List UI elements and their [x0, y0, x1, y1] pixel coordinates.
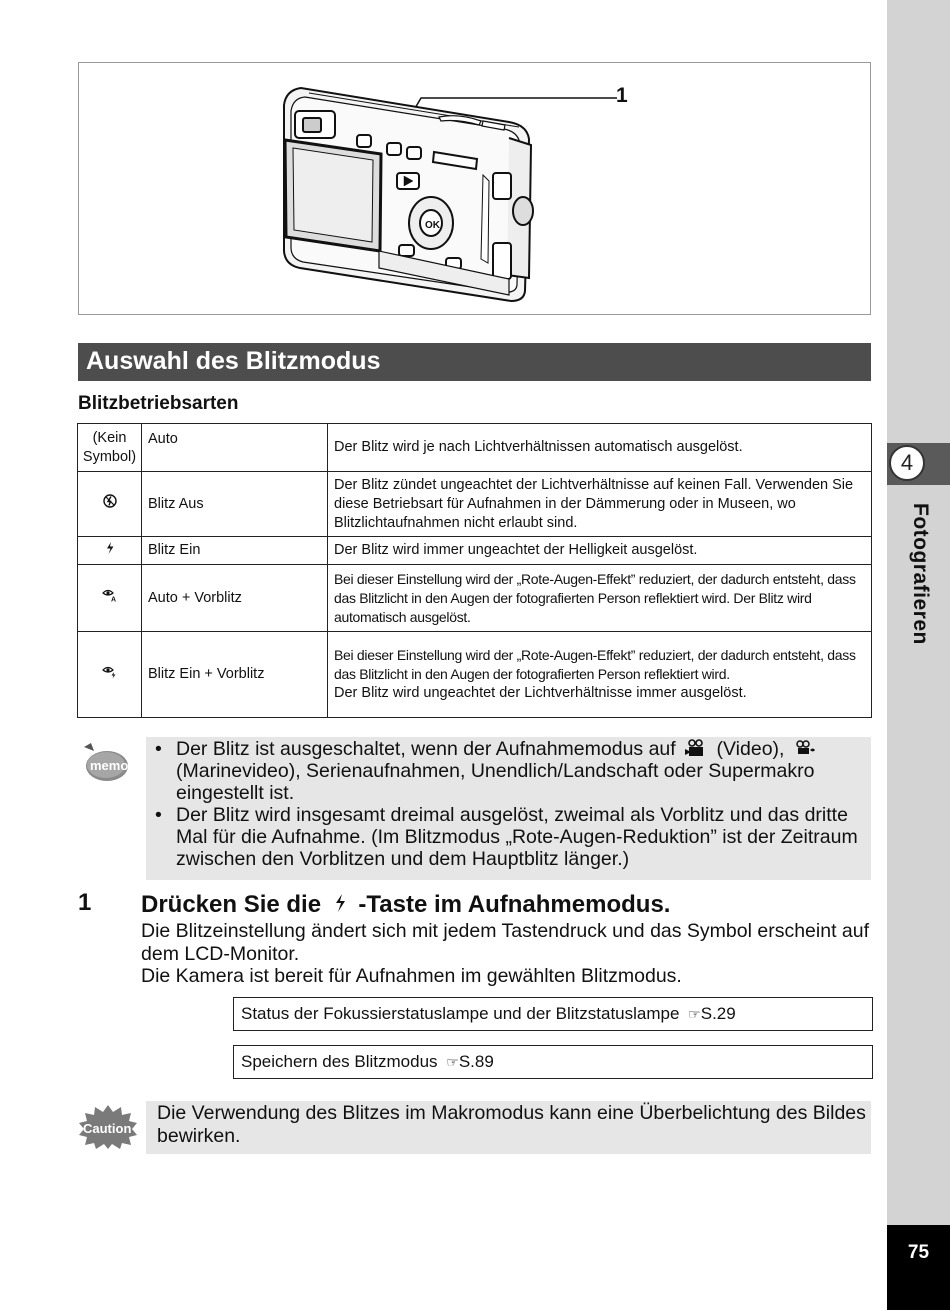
video-mode-icon [685, 739, 707, 757]
mode-name: Auto + Vorblitz [148, 589, 242, 606]
mode-description-cell [328, 472, 872, 537]
chapter-number: 4 [889, 445, 925, 481]
mode-description-cell [328, 565, 872, 632]
reference-text: Status der Fokussierstatuslampe und der Blitzstatuslampe [241, 1004, 680, 1023]
camera-figure [78, 62, 871, 315]
step-text: Die Blitzeinstellung ändert sich mit jedem Tastendruck und das Symbol erscheint auf dem LCD-Monitor. [141, 920, 870, 965]
caution-text: Die Verwendung des Blitzes im Makromodus kann eine Überbelichtung des Bildes bewirken. [157, 1102, 866, 1147]
red-eye-on-icon [102, 665, 118, 679]
mode-description: Der Blitz wird immer ungeachtet der Helligkeit ausgelöst. [334, 542, 698, 558]
mode-name: Blitz Aus [148, 495, 204, 512]
mode-description: Bei dieser Einstellung wird der „Rote-Augen-Effekt” reduziert, der dadurch entsteht, dass das Blitzlicht in den Augen der fotografierten Person reflektiert wird. Der Blitz wird automatisch ausgelöst. [334, 570, 856, 625]
flash-button-icon [330, 892, 350, 914]
chapter-tab [887, 443, 950, 485]
memo-text: Der Blitz ist ausgeschaltet, wenn der Aufnahmemodus auf [176, 738, 676, 760]
svg-text:OK: OK [425, 220, 440, 231]
sub-heading: Blitzbetriebsarten [78, 393, 239, 414]
mode-name-cell [142, 472, 328, 537]
step-number: 1 [78, 889, 92, 916]
chapter-sidebar [887, 0, 950, 1310]
memo-text: Der Blitz wird insgesamt dreimal ausgelöst, zweimal als Vorblitz und das dritte Mal für die Aufnahme. (Im Blitzmodus „Rote-Augen-Reduktion” ist der Zeitraum zwischen den Vorblitzen und dem Hauptblitz länger.) [176, 804, 858, 870]
symbol-cell [78, 537, 142, 565]
memo-icon [80, 741, 130, 785]
flash-off-icon [103, 494, 117, 508]
mode-description-extra: Der Blitz wird ungeachtet der Lichtverhältnisse immer ausgelöst. [334, 685, 747, 701]
memo-item: • Der Blitz ist ausgeschaltet, wenn der Aufnahmemodus auf (Video), (Marinevideo), Serienaufnahmen, Unendlich/Landschaft oder Supermakro eingestellt ist. [155, 738, 815, 804]
flash-on-icon [104, 541, 116, 555]
mode-name: Auto [148, 431, 178, 447]
reference-page[interactable]: S.89 [458, 1052, 494, 1071]
page-number: 75 [887, 1225, 950, 1310]
mode-name-cell [142, 632, 328, 718]
table-row [78, 537, 872, 565]
svg-text:Caution: Caution [83, 1121, 132, 1136]
table-row [78, 472, 872, 537]
memo-item: • Der Blitz wird insgesamt dreimal ausgelöst, zweimal als Vorblitz und das dritte Mal für die Aufnahme. (Im Blitzmodus „Rote-Augen-Reduktion” ist der Zeitraum zwischen den Vorblitzen und dem Hauptblitz länger.) [155, 804, 858, 870]
mode-description-cell [328, 424, 872, 472]
reference-box [233, 1045, 873, 1079]
memo-text: (Video), [716, 738, 785, 760]
mode-description-cell [328, 632, 872, 718]
symbol-cell [78, 632, 142, 718]
symbol-cell [78, 565, 142, 632]
reference-page[interactable]: S.29 [700, 1004, 736, 1023]
underwater-video-icon [794, 739, 816, 757]
camera-back-illustration [79, 63, 872, 316]
caution-icon [78, 1104, 138, 1150]
reference-box [233, 997, 873, 1031]
mode-name: Blitz Ein + Vorblitz [148, 666, 265, 682]
pointing-hand-icon: ☞ [688, 1006, 701, 1022]
chapter-title: Fotografieren [909, 503, 932, 645]
table-row [78, 565, 872, 632]
mode-description: Der Blitz zündet ungeachtet der Lichtverhältnisse auf keinen Fall. Verwenden Sie diese Betriebsart für Aufnahmen in der Dämmerung oder in Museen, wo Blitzlichtaufnahmen nicht erlaubt sind. [334, 476, 854, 531]
mode-name-cell [142, 424, 328, 472]
mode-description: Bei dieser Einstellung wird der „Rote-Augen-Effekt” reduziert, der dadurch entsteht, dass das Blitzlicht in den Augen der fotografierten Person reflektiert wird. [334, 647, 856, 682]
flash-mode-table [77, 423, 872, 718]
symbol-cell [78, 472, 142, 537]
red-eye-auto-icon [102, 588, 118, 602]
mode-description: Der Blitz wird je nach Lichtverhältnissen automatisch ausgelöst. [334, 439, 743, 455]
svg-text:memo: memo [90, 758, 129, 773]
step-body [141, 920, 881, 988]
mode-name-cell [142, 565, 328, 632]
pointing-hand-icon: ☞ [446, 1054, 459, 1070]
mode-name-cell [142, 537, 328, 565]
callout-number: 1 [616, 84, 628, 107]
mode-name: Blitz Ein [148, 542, 201, 558]
symbol-cell [78, 424, 142, 472]
section-title: Auswahl des Blitzmodus [86, 347, 381, 375]
table-row [78, 632, 872, 718]
memo-text: (Marinevideo), Serienaufnahmen, Unendlich/Landschaft oder Supermakro eingestellt ist. [176, 760, 815, 804]
step-text: Die Kamera ist bereit für Aufnahmen im gewählten Blitzmodus. [141, 965, 682, 987]
reference-text: Speichern des Blitzmodus [241, 1052, 438, 1071]
no-symbol-label: (Kein Symbol) [82, 429, 137, 465]
mode-description-cell [328, 537, 872, 565]
memo-list [155, 738, 863, 870]
table-row [78, 424, 872, 472]
step-title: Drücken Sie die -Taste im Aufnahmemodus. [141, 891, 671, 918]
svg-text:A: A [110, 596, 116, 602]
